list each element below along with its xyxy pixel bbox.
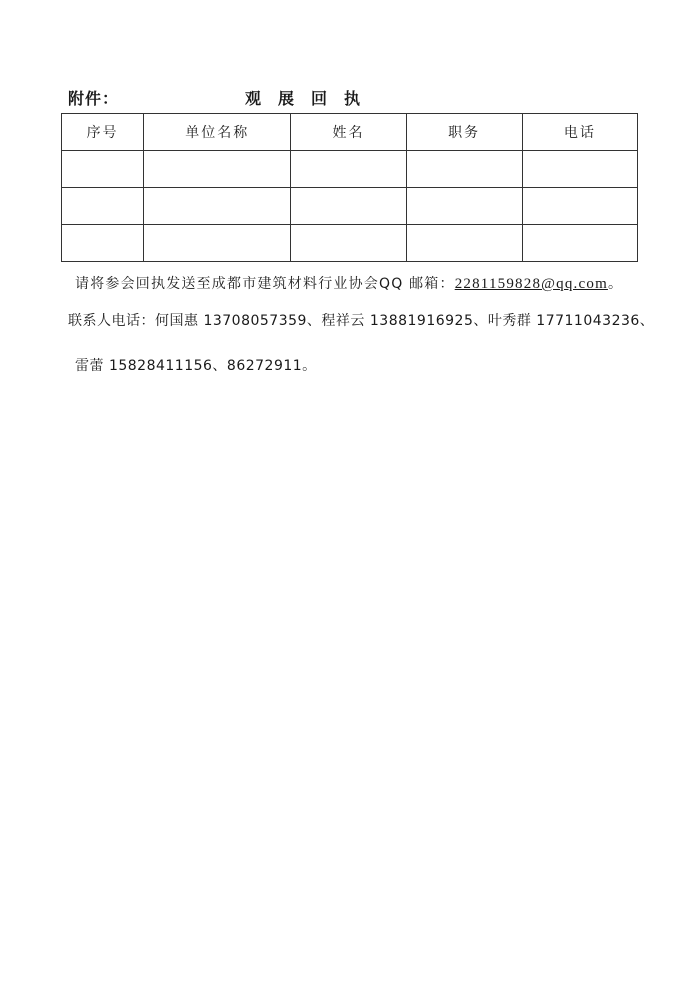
table-cell[interactable]	[406, 225, 522, 262]
table-cell[interactable]	[522, 188, 637, 225]
table-cell[interactable]	[522, 151, 637, 188]
receipt-table	[61, 113, 638, 262]
contact-phones: 联系人电话：何国惠 13708057359、程祥云 13881916925、叶秀群 17711043236、	[68, 313, 655, 329]
column-header-organization: 单位名称	[144, 114, 291, 151]
attachment-label: 附件：	[68, 89, 120, 108]
table-cell[interactable]	[62, 151, 144, 188]
column-header-name: 姓名	[291, 114, 406, 151]
document-title: 观展回执	[245, 89, 378, 108]
instruction-end: 。	[607, 276, 624, 292]
table-cell[interactable]	[62, 225, 144, 262]
submission-instruction	[75, 273, 623, 293]
table-header-row	[62, 114, 638, 151]
table-row	[62, 151, 638, 188]
table-cell[interactable]	[144, 225, 291, 262]
email-link[interactable]: 2281159828@qq.com	[454, 276, 608, 292]
table-row	[62, 188, 638, 225]
table-row	[62, 225, 638, 262]
table-cell[interactable]	[291, 151, 406, 188]
table-cell[interactable]	[291, 225, 406, 262]
table-cell[interactable]	[291, 188, 406, 225]
table-cell[interactable]	[522, 225, 637, 262]
table-cell[interactable]	[62, 188, 144, 225]
column-header-phone: 电话	[522, 114, 637, 151]
contact-phones-continued: 雷蕾 15828411156、86272911。	[75, 358, 317, 374]
table-cell[interactable]	[144, 151, 291, 188]
column-header-position: 职务	[406, 114, 522, 151]
column-header-index: 序号	[62, 114, 144, 151]
table-cell[interactable]	[406, 188, 522, 225]
instruction-text: 请将参会回执发送至成都市建筑材料行业协会QQ 邮箱：	[75, 276, 455, 292]
table-cell[interactable]	[406, 151, 522, 188]
table-cell[interactable]	[144, 188, 291, 225]
